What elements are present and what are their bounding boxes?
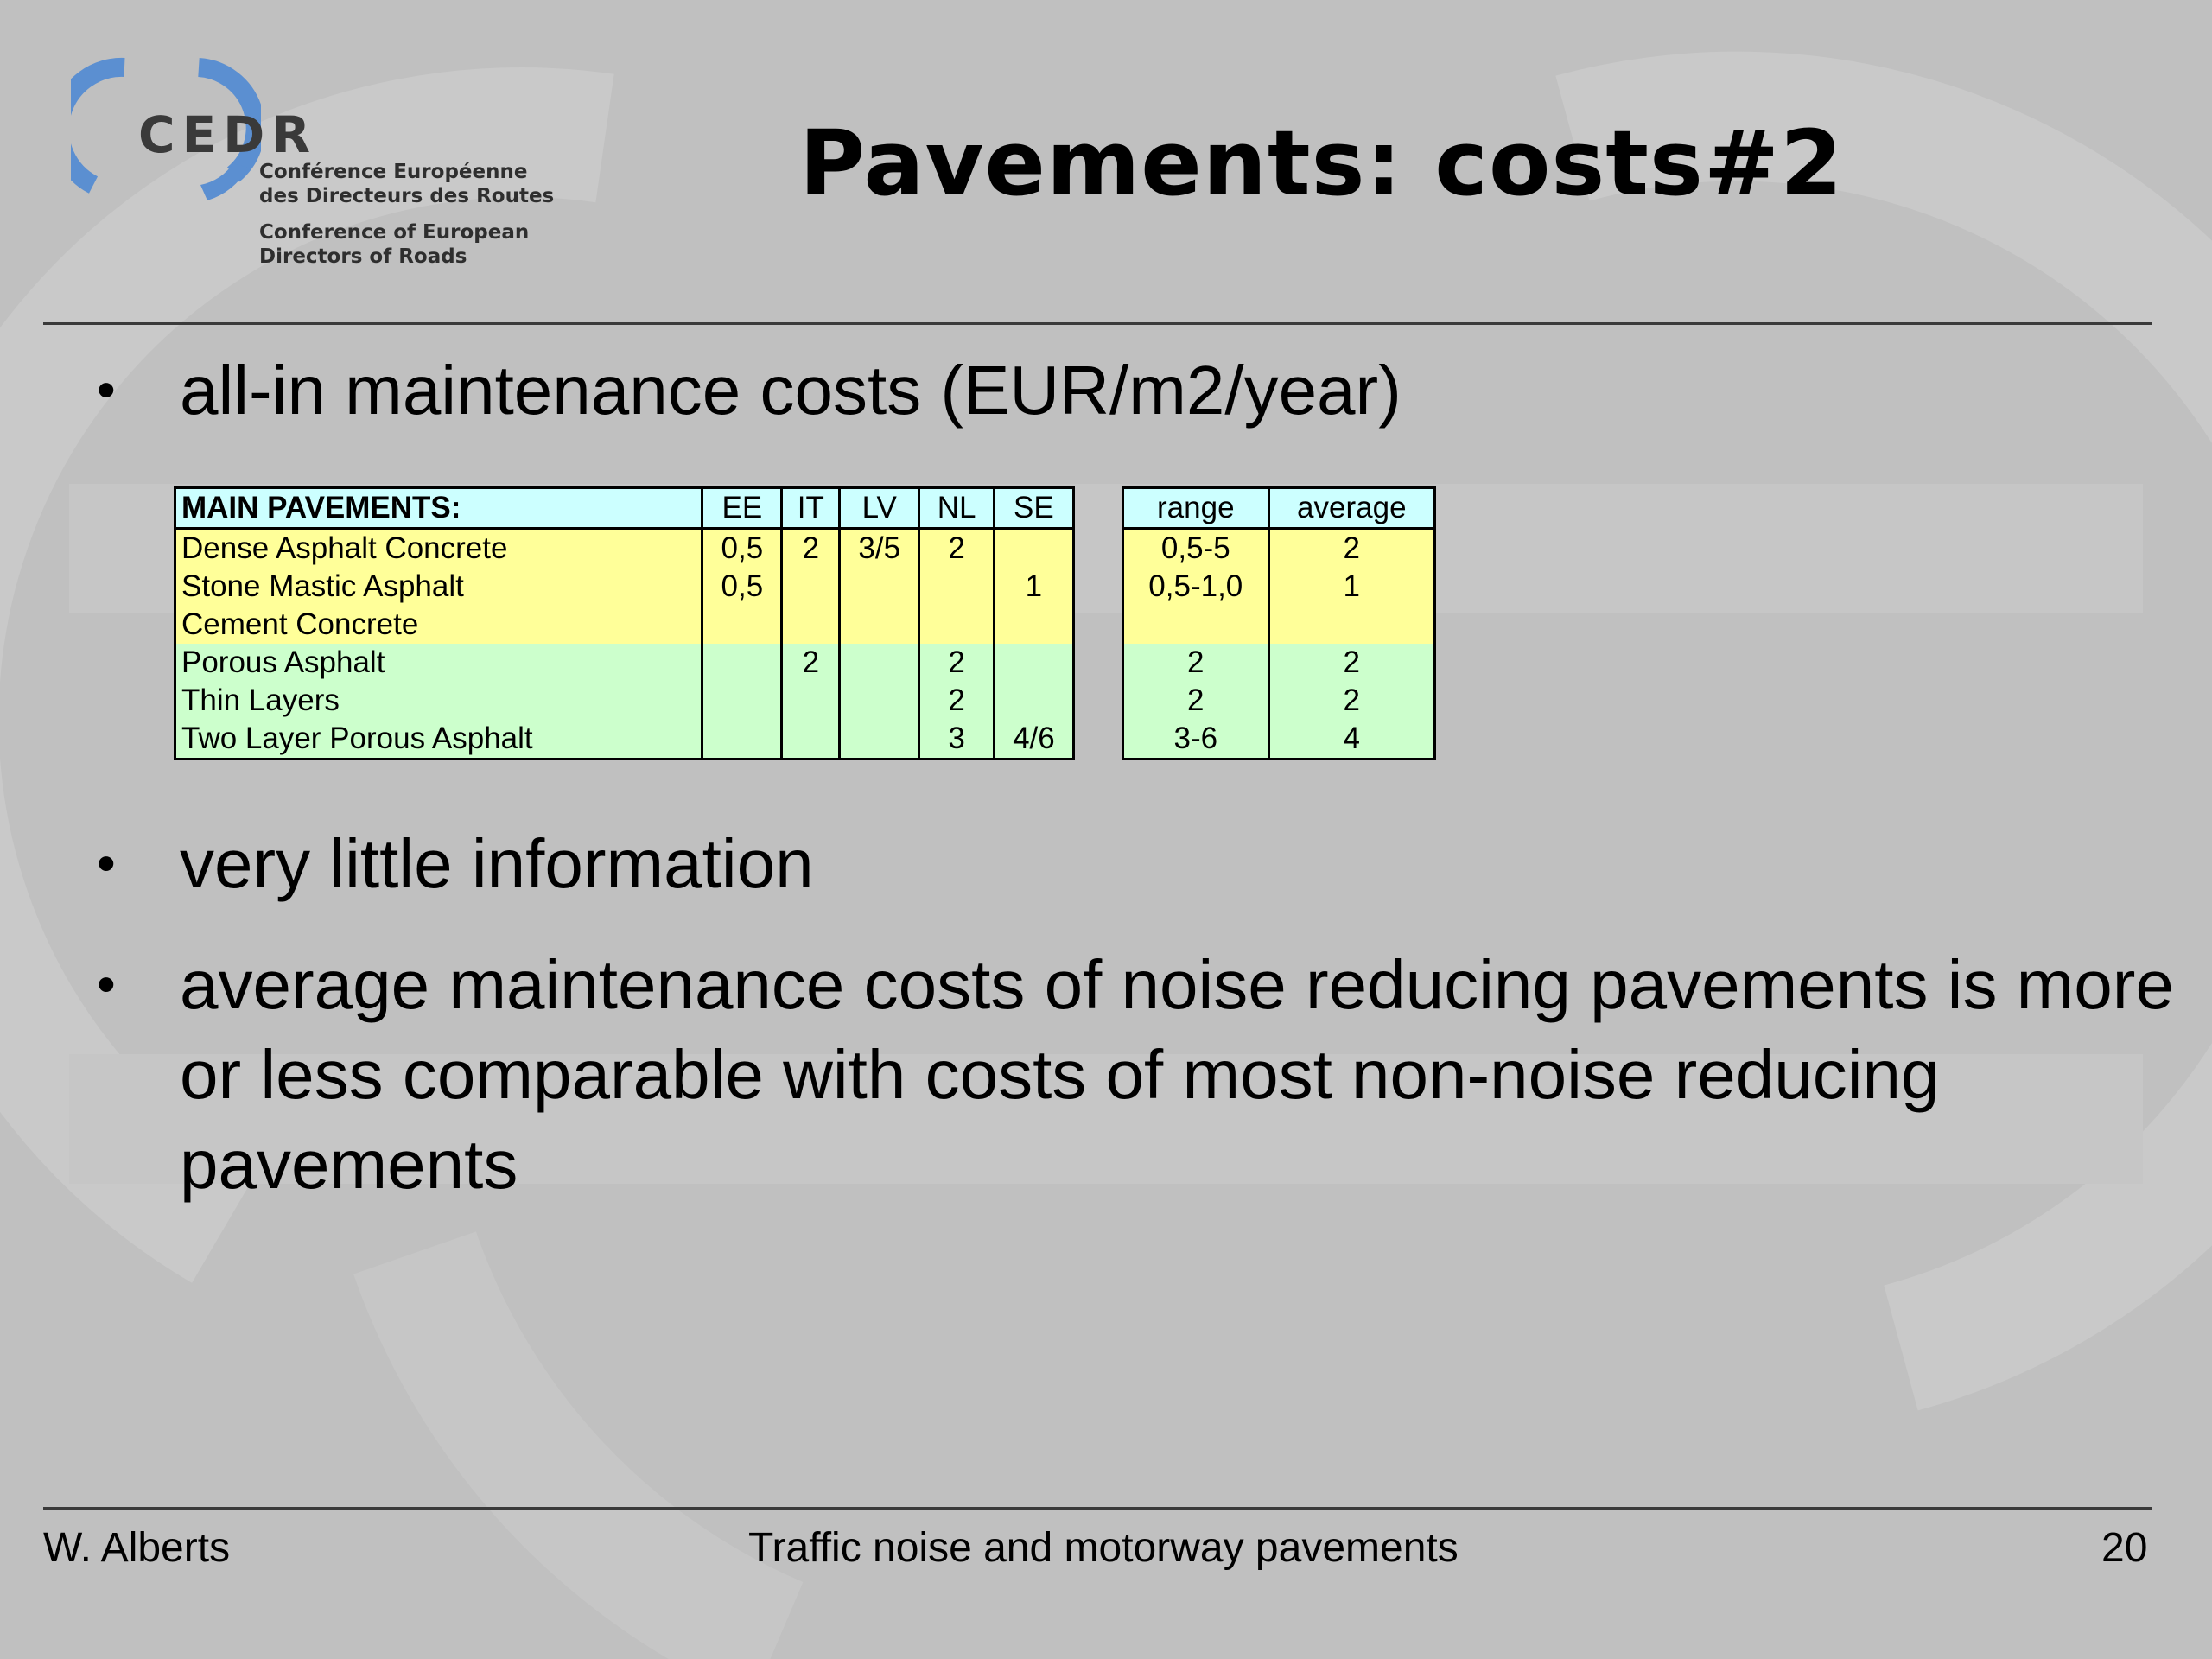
table-cell: 2 xyxy=(1123,644,1269,682)
top-divider xyxy=(43,322,2152,325)
table-row xyxy=(1123,529,1435,569)
table-cell xyxy=(840,606,919,644)
table-row xyxy=(1123,606,1435,644)
table-cell xyxy=(994,644,1073,682)
table-header-row xyxy=(175,488,1074,529)
table-cell: 4/6 xyxy=(994,720,1073,760)
table-cell xyxy=(840,682,919,720)
table-cell: 1 xyxy=(994,568,1073,606)
table-cell xyxy=(994,529,1073,569)
summary-table xyxy=(1122,486,1436,760)
table-cell: 2 xyxy=(1123,682,1269,720)
table-cell: 2 xyxy=(1268,682,1434,720)
table-cell xyxy=(840,568,919,606)
main-pavements-table xyxy=(174,486,1075,760)
page-number: 20 xyxy=(2101,1525,2148,1571)
table-cell: 0,5 xyxy=(702,529,782,569)
table-cell: 3/5 xyxy=(840,529,919,569)
bullet-text: very little information xyxy=(180,825,814,902)
column-header: MAIN PAVEMENTS: xyxy=(175,488,702,529)
column-header: average xyxy=(1268,488,1434,529)
table-cell: 2 xyxy=(919,644,994,682)
table-row xyxy=(1123,644,1435,682)
pavement-name: Dense Asphalt Concrete xyxy=(175,529,702,569)
bullet-icon: • xyxy=(97,955,116,1014)
logo-line-1: Conférence Européenne xyxy=(259,161,528,183)
table-header-row xyxy=(1123,488,1435,529)
pavement-name: Two Layer Porous Asphalt xyxy=(175,720,702,760)
column-header: range xyxy=(1123,488,1269,529)
table-cell xyxy=(702,682,782,720)
table-cell xyxy=(702,606,782,644)
bullet-text: all-in maintenance costs (EUR/m2/year) xyxy=(180,352,1402,429)
table-cell xyxy=(994,606,1073,644)
logo-acronym: CEDR xyxy=(138,105,317,164)
table-row xyxy=(175,682,1074,720)
logo-line-4: Directors of Roads xyxy=(259,245,467,268)
table-row xyxy=(1123,720,1435,760)
column-header: SE xyxy=(994,488,1073,529)
table-row xyxy=(1123,568,1435,606)
pavement-name: Thin Layers xyxy=(175,682,702,720)
column-header: EE xyxy=(702,488,782,529)
bullet-icon: • xyxy=(97,360,116,420)
bullet-text: average maintenance costs of noise reducing pavements is more or less comparable with costs of most non-noise reducing pavements xyxy=(180,946,2174,1203)
table-row xyxy=(175,644,1074,682)
table-cell xyxy=(1268,606,1434,644)
logo-line-3: Conference of European xyxy=(259,221,530,244)
slide-title: Pavements: costs#2 xyxy=(799,111,1844,216)
table-cell xyxy=(919,568,994,606)
table-cell xyxy=(702,644,782,682)
pavement-name: Cement Concrete xyxy=(175,606,702,644)
table-cell: 2 xyxy=(919,682,994,720)
column-header: NL xyxy=(919,488,994,529)
table-row xyxy=(175,720,1074,760)
table-cell: 2 xyxy=(782,529,840,569)
table-cell xyxy=(919,606,994,644)
table-cell: 2 xyxy=(782,644,840,682)
table-cell xyxy=(782,606,840,644)
pavement-name: Porous Asphalt xyxy=(175,644,702,682)
table-cell xyxy=(782,720,840,760)
table-cell: 4 xyxy=(1268,720,1434,760)
table-cell: 0,5 xyxy=(702,568,782,606)
table-cell: 2 xyxy=(1268,644,1434,682)
column-header: LV xyxy=(840,488,919,529)
table-cell: 2 xyxy=(919,529,994,569)
column-header: IT xyxy=(782,488,840,529)
logo-line-2: des Directeurs des Routes xyxy=(259,185,555,207)
table-cell xyxy=(782,682,840,720)
table-cell xyxy=(840,720,919,760)
pavement-name: Stone Mastic Asphalt xyxy=(175,568,702,606)
table-cell xyxy=(782,568,840,606)
table-cell: 0,5-5 xyxy=(1123,529,1269,569)
table-cell xyxy=(840,644,919,682)
table-cell: 0,5-1,0 xyxy=(1123,568,1269,606)
table-cell xyxy=(1123,606,1269,644)
footer-title: Traffic noise and motorway pavements xyxy=(748,1525,1459,1571)
table-row xyxy=(175,529,1074,569)
table-row xyxy=(1123,682,1435,720)
footer-author: W. Alberts xyxy=(43,1525,231,1571)
table-row xyxy=(175,606,1074,644)
table-cell: 3 xyxy=(919,720,994,760)
bullet-icon: • xyxy=(97,834,116,893)
table-cell: 3-6 xyxy=(1123,720,1269,760)
bottom-divider xyxy=(43,1507,2152,1510)
table-row xyxy=(175,568,1074,606)
table-cell xyxy=(994,682,1073,720)
cedr-logo xyxy=(71,55,555,280)
table-cell: 2 xyxy=(1268,529,1434,569)
table-cell xyxy=(702,720,782,760)
table-cell: 1 xyxy=(1268,568,1434,606)
